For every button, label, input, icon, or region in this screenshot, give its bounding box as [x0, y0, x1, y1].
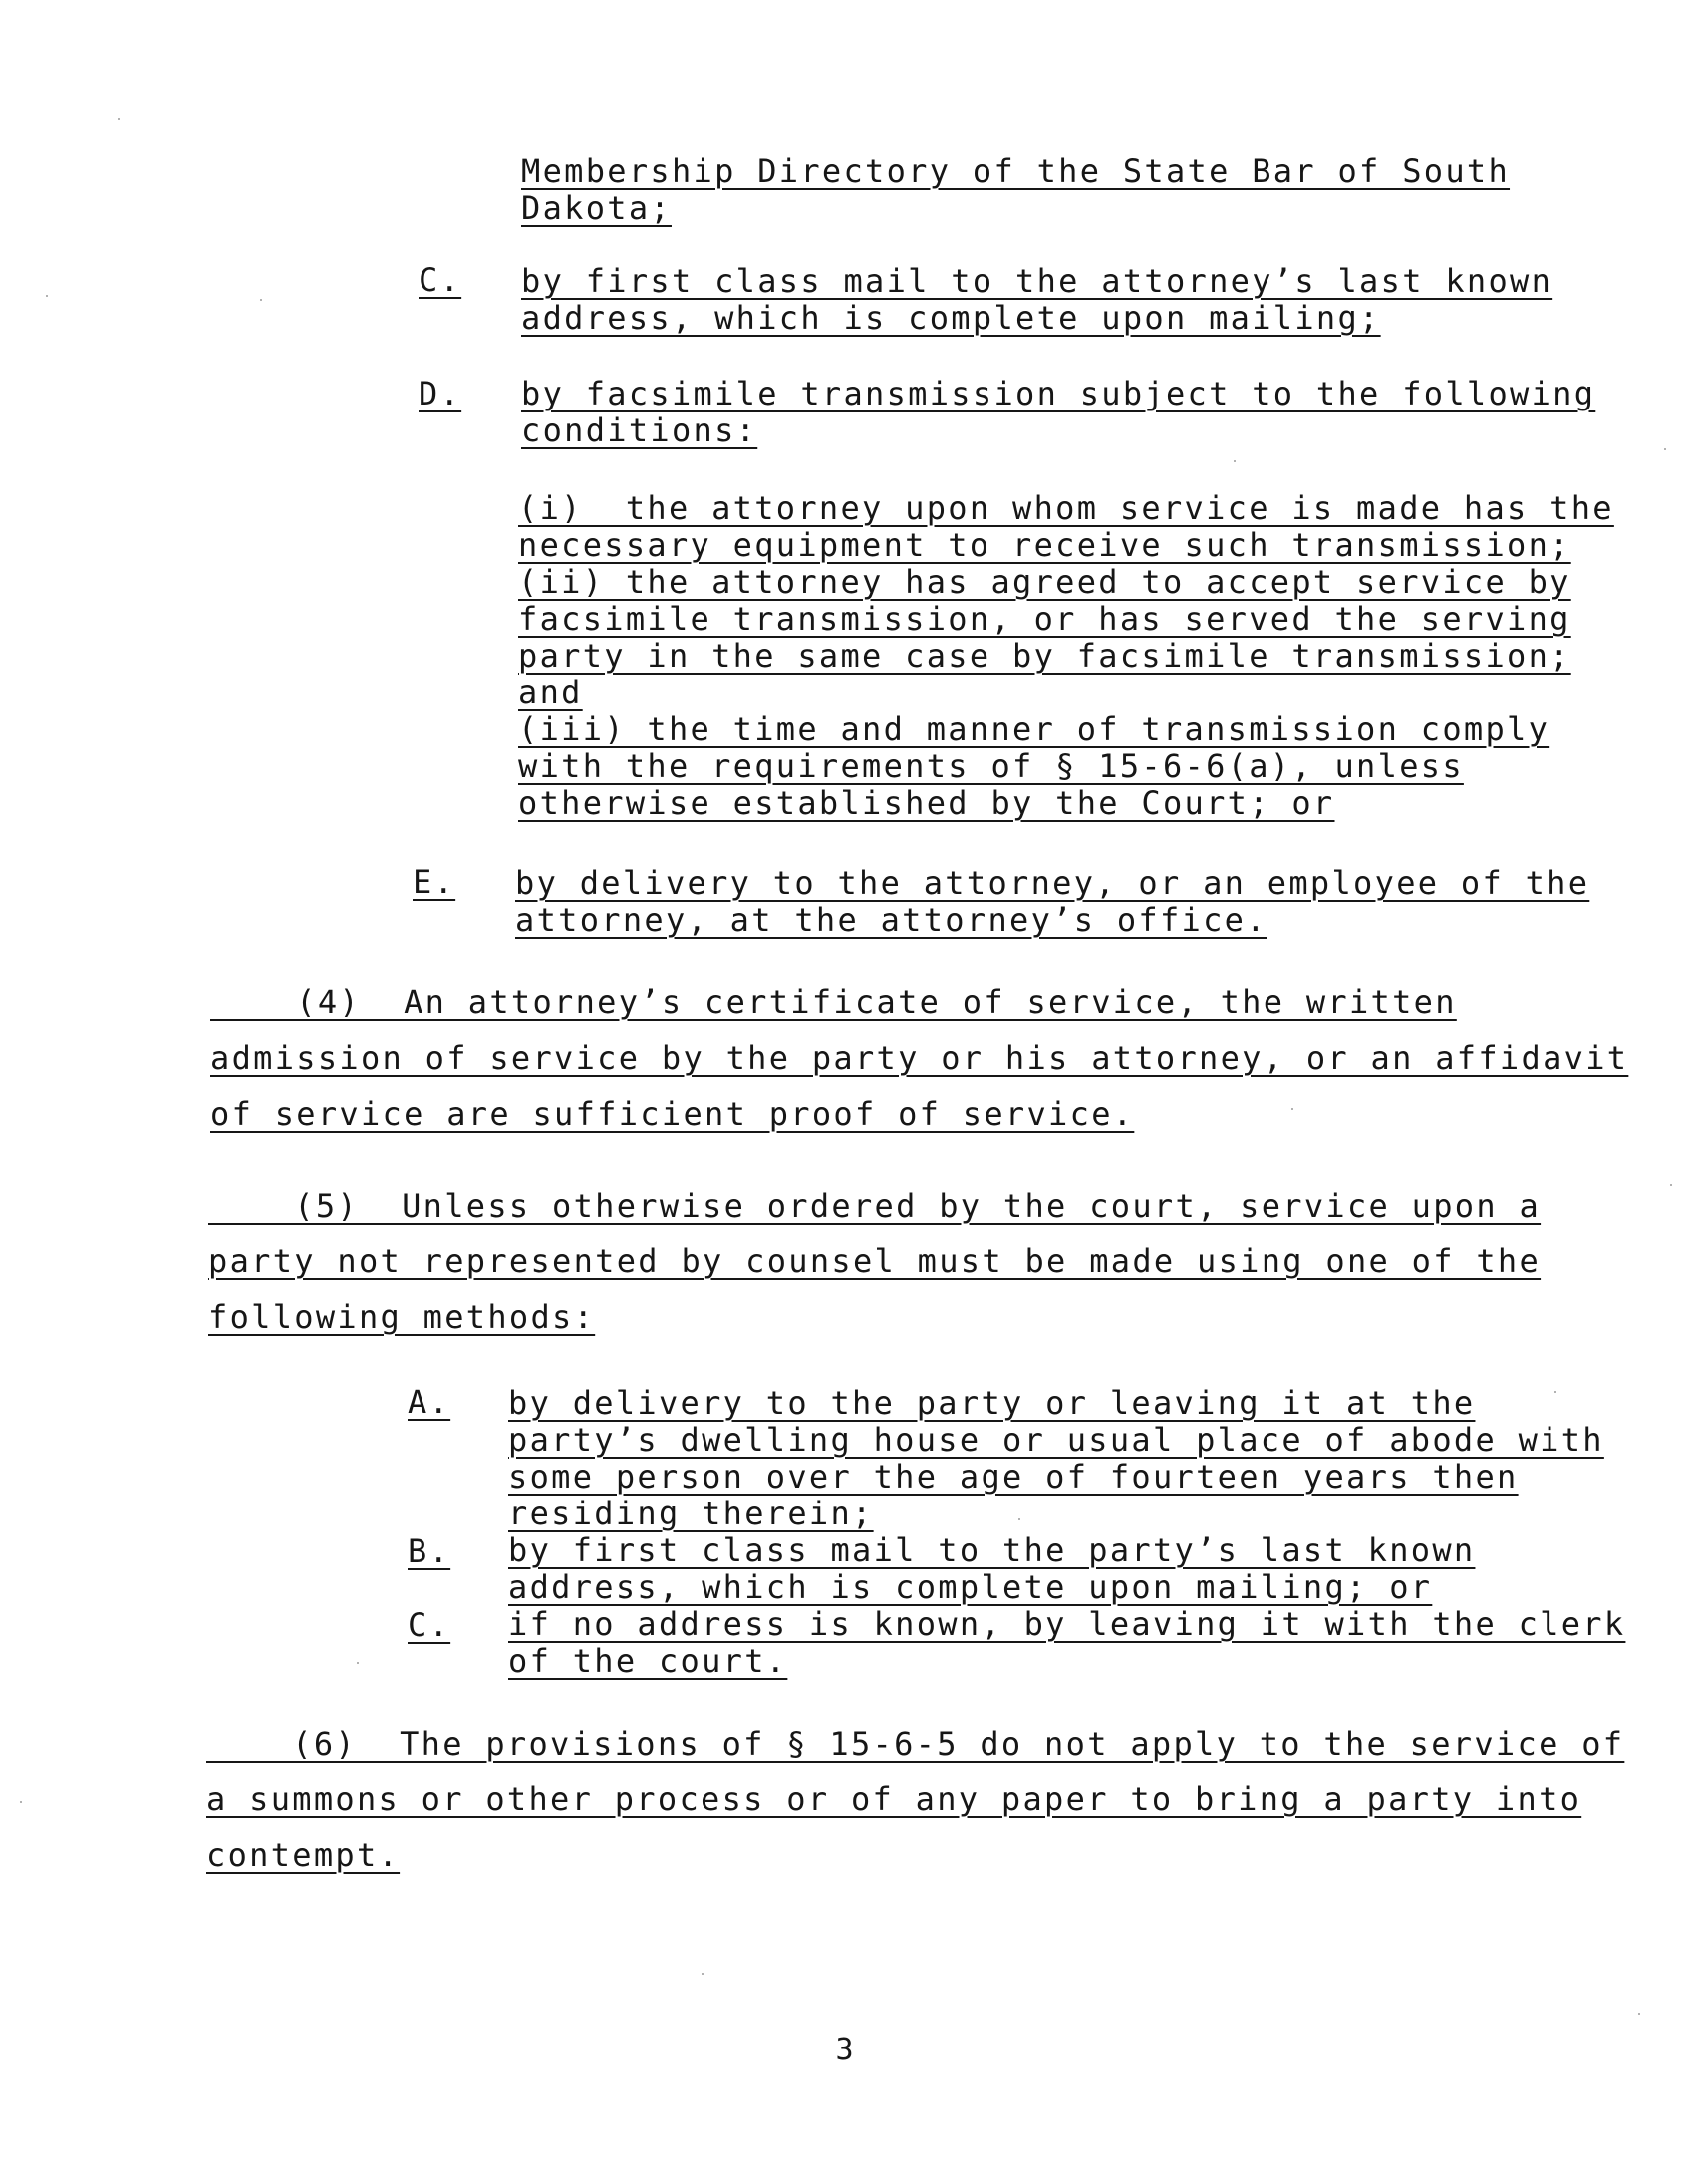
condition-line: (iii) the time and manner of transmission comply — [518, 710, 1550, 748]
text-line: party’s dwelling house or usual place of abode with — [508, 1421, 1604, 1459]
list-item-c — [521, 263, 1552, 337]
text-line: by first class mail to the attorney’s last known — [521, 262, 1553, 300]
text-line: by delivery to the party or leaving it at the — [508, 1384, 1476, 1422]
text-line: address, which is complete upon mailing; or — [508, 1568, 1433, 1606]
page-number: 3 — [835, 2033, 855, 2067]
scan-speck — [357, 1662, 359, 1664]
text-line: Dakota; — [521, 189, 672, 227]
scan-speck — [1670, 1184, 1672, 1186]
paragraph-6 — [206, 1716, 1624, 1883]
item-label-d: D. — [419, 375, 462, 412]
list-item-e — [515, 865, 1589, 939]
list-item-b — [508, 1532, 1475, 1606]
condition-line: party in the same case by facsimile transmission; — [518, 637, 1571, 675]
conditions-list — [518, 490, 1614, 822]
scan-speck — [118, 118, 120, 120]
paragraph-5 — [208, 1178, 1541, 1345]
condition-line: and — [518, 674, 583, 711]
list-item-a — [508, 1385, 1604, 1532]
text-line: by first class mail to the party’s last known — [508, 1531, 1476, 1569]
text-line: admission of service by the party or his attorney, or an affidavit — [210, 1039, 1629, 1077]
text-line: party not represented by counsel must be made using one of the — [208, 1242, 1542, 1280]
text-line: a summons or other process or of any paper to bring a party into — [206, 1780, 1582, 1818]
scan-speck — [1234, 460, 1236, 462]
text-line: (5) Unless otherwise ordered by the court, service upon a — [208, 1187, 1542, 1225]
text-line: attorney, at the attorney’s office. — [515, 901, 1268, 939]
scan-speck — [20, 1801, 22, 1803]
item-label-a: A. — [408, 1383, 451, 1421]
text-line: (6) The provisions of § 15-6-5 do not apply to the service of — [206, 1725, 1625, 1763]
condition-line: (i) the attorney upon whom service is made has the — [518, 489, 1614, 527]
scan-speck — [1018, 1518, 1020, 1520]
text-line: contempt. — [206, 1836, 401, 1874]
scan-speck — [260, 299, 262, 301]
item-label-c2: C. — [408, 1606, 451, 1644]
scan-speck — [1638, 2013, 1640, 2015]
text-line: if no address is known, by leaving it with the clerk — [508, 1605, 1626, 1643]
text-line: (4) An attorney’s certificate of service, the written — [210, 983, 1457, 1021]
text-line: by facsimile transmission subject to the following — [521, 375, 1596, 412]
scan-speck — [1554, 1391, 1556, 1393]
text-line: following methods: — [208, 1298, 596, 1336]
paragraph-4 — [210, 974, 1628, 1142]
text-line: Membership Directory of the State Bar of South — [521, 152, 1511, 190]
condition-line: otherwise established by the Court; or — [518, 784, 1335, 822]
item-label-c: C. — [419, 261, 462, 299]
text-line: some person over the age of fourteen years then — [508, 1458, 1519, 1496]
list-item-c2 — [508, 1606, 1625, 1680]
text-line: by delivery to the attorney, or an employee of the — [515, 864, 1590, 902]
condition-line: necessary equipment to receive such transmission; — [518, 526, 1571, 564]
item-label-b: B. — [408, 1532, 451, 1570]
scan-speck — [1291, 1108, 1293, 1110]
text-line: residing therein; — [508, 1495, 874, 1532]
continuation-text — [521, 153, 1510, 227]
text-line: of service are sufficient proof of service. — [210, 1095, 1135, 1133]
scan-speck — [1664, 448, 1666, 450]
condition-line: with the requirements of § 15-6-6(a), unless — [518, 747, 1464, 785]
text-line: of the court. — [508, 1642, 788, 1680]
text-line: conditions: — [521, 411, 758, 449]
item-label-e: E. — [413, 863, 456, 901]
condition-line: (ii) the attorney has agreed to accept service by — [518, 563, 1571, 601]
text-line: address, which is complete upon mailing; — [521, 299, 1381, 337]
scan-speck — [702, 1973, 704, 1975]
scan-speck — [46, 295, 48, 297]
list-item-d — [521, 376, 1595, 449]
condition-line: facsimile transmission, or has served the serving — [518, 600, 1571, 638]
